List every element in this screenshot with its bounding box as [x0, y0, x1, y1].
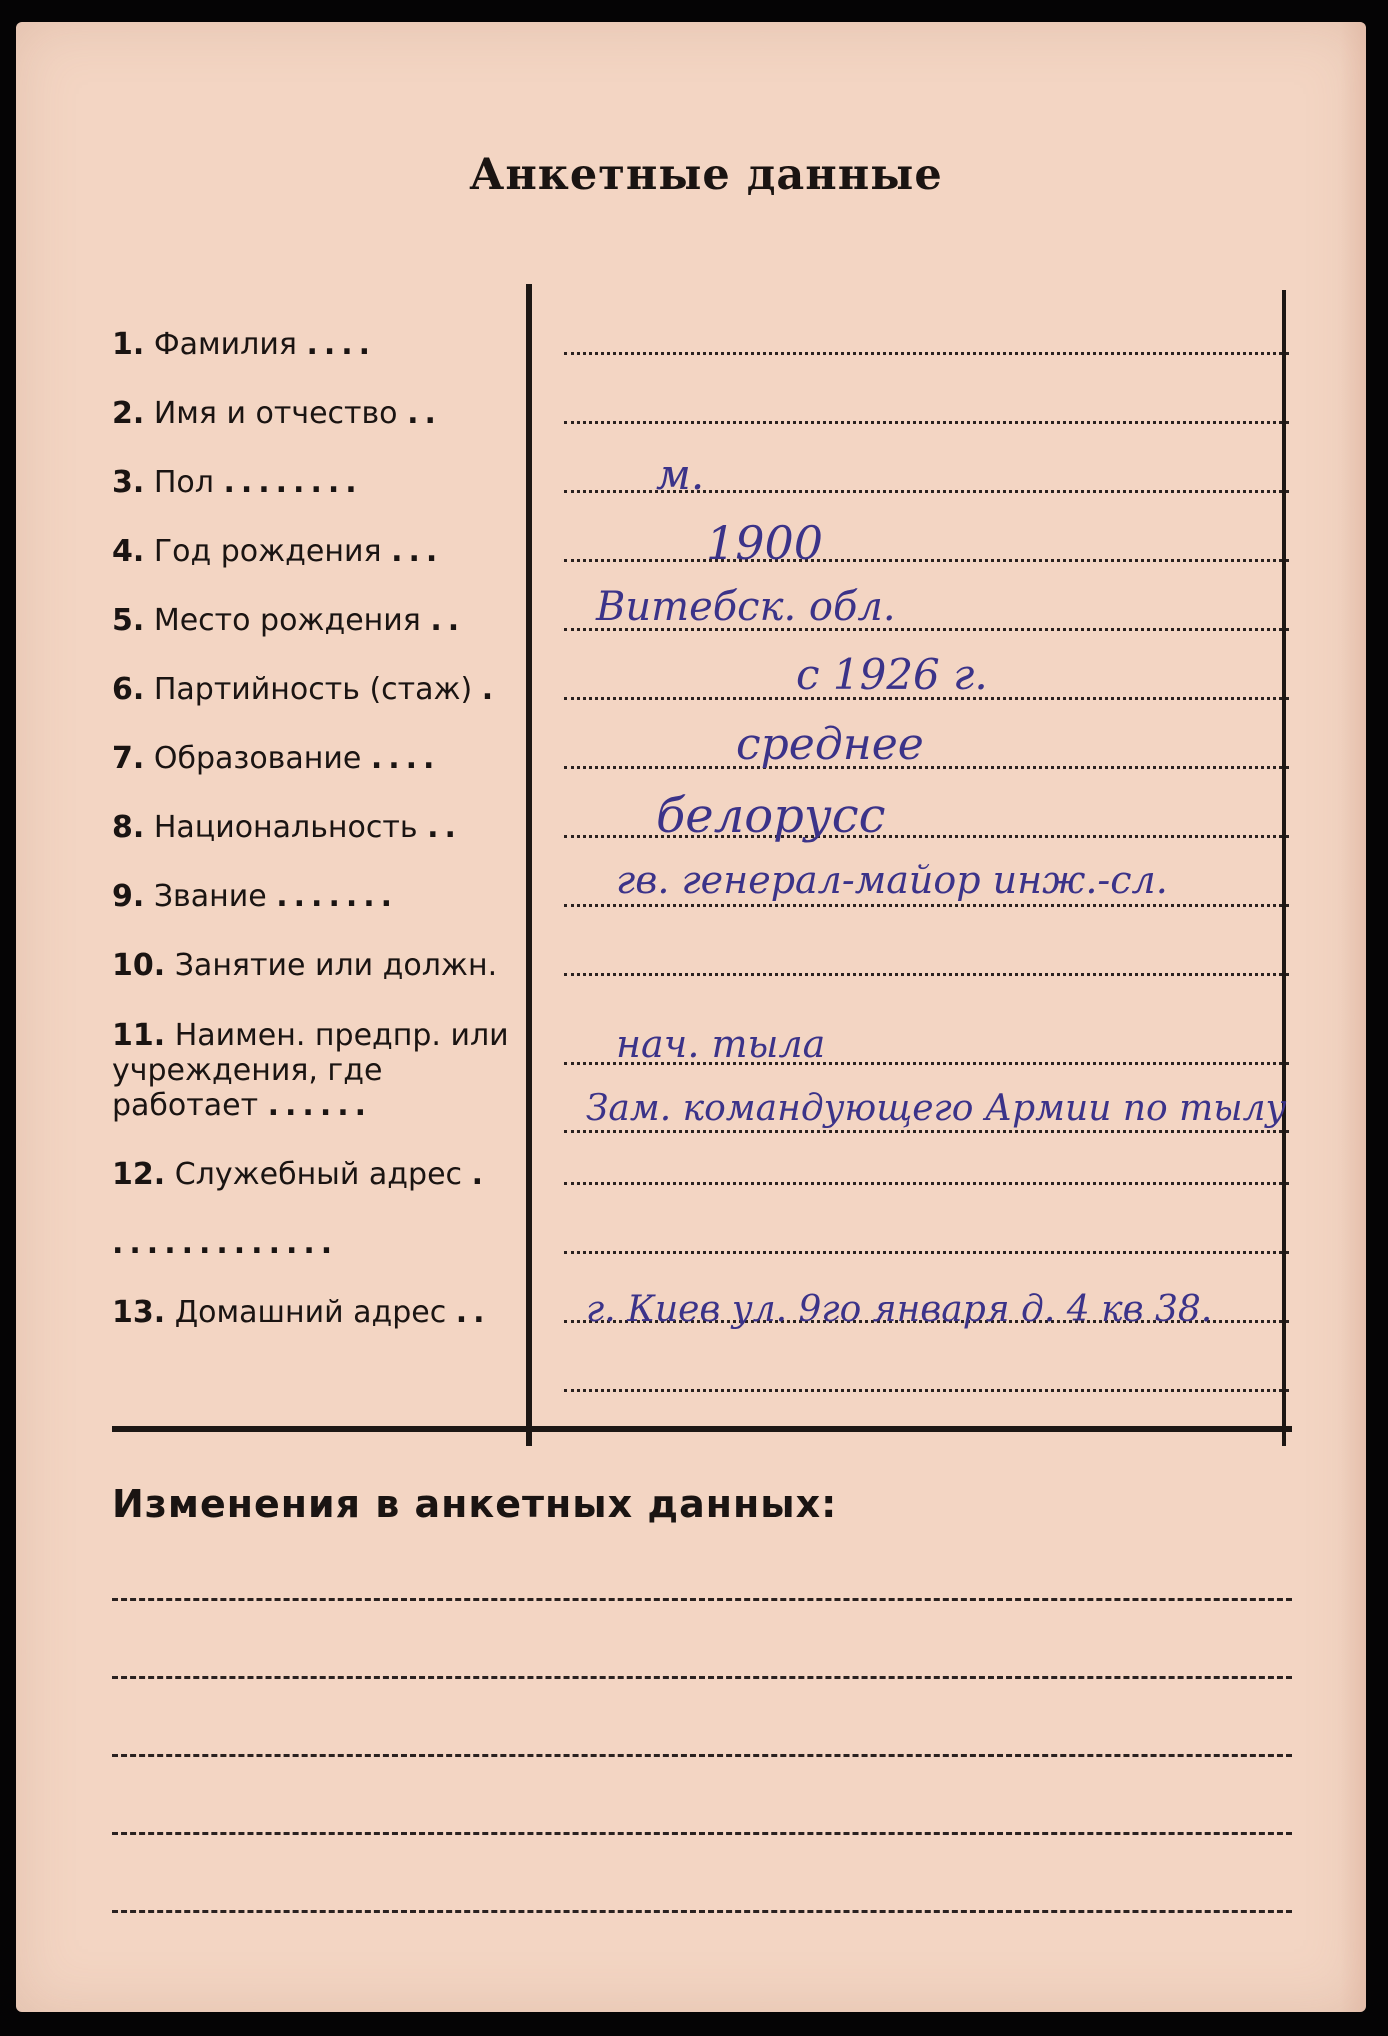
fill-line [564, 1389, 1289, 1392]
fill-line [564, 973, 1289, 976]
value-birthplace: Витебск. обл. [596, 584, 896, 630]
changes-line [112, 1598, 1292, 1601]
field-label-birthplace: 5. Место рождения .. [112, 604, 466, 638]
field-label-rank: 9. Звание ....... [112, 880, 399, 914]
section-divider [112, 1426, 1292, 1432]
field-label-party: 6. Партийность (стаж) . [112, 673, 500, 707]
changes-line [112, 1910, 1292, 1913]
field-label-sex: 3. Пол ........ [112, 466, 363, 500]
value-sex: м. [656, 450, 705, 499]
value-occupation: нач. тыла [616, 1022, 826, 1066]
fill-line [564, 1130, 1289, 1133]
page-title: Анкетные данные [469, 150, 943, 200]
field-label-workplace: 11. Наимен. предпр. или учреждения, где работает ...... [112, 1018, 509, 1123]
value-education: среднее [736, 719, 924, 770]
fill-line [564, 1251, 1289, 1254]
document-page [16, 22, 1366, 2012]
field-label-occupation: 10. Занятие или должн. [112, 949, 498, 983]
fill-line [564, 352, 1289, 355]
fill-line [564, 559, 1289, 562]
field-label-name: 2. Имя и отчество .. [112, 397, 442, 431]
field-label-education: 7. Образование .... [112, 742, 441, 776]
field-label-work-address: 12. Служебный адрес . [112, 1158, 489, 1192]
field-label-birth-year: 4. Год рождения ... [112, 535, 444, 569]
changes-line [112, 1676, 1292, 1679]
fill-line [564, 1182, 1289, 1185]
column-divider [526, 284, 532, 1446]
field-label-surname: 1. Фамилия .... [112, 328, 377, 362]
field-label-nationality: 8. Национальность .. [112, 811, 462, 845]
fill-line [564, 421, 1289, 424]
value-workplace: Зам. командующего Армии по тылу [586, 1088, 1287, 1129]
changes-line [112, 1754, 1292, 1757]
value-nationality: белорусс [656, 788, 886, 844]
value-home-address: г. Киев ул. 9го января д. 4 кв 38. [586, 1289, 1213, 1330]
changes-line [112, 1832, 1292, 1835]
field-label-work-address-cont: ............. [112, 1227, 339, 1261]
value-party: с 1926 г. [796, 650, 988, 699]
value-birth-year: 1900 [706, 516, 824, 570]
value-rank: гв. генерал-майор инж.-сл. [616, 858, 1168, 902]
changes-heading: Изменения в анкетных данных: [112, 1482, 838, 1526]
field-label-home-address: 13. Домашний адрес .. [112, 1296, 491, 1330]
right-border [1282, 290, 1286, 1446]
fill-line [564, 904, 1289, 907]
fill-line [564, 766, 1289, 769]
